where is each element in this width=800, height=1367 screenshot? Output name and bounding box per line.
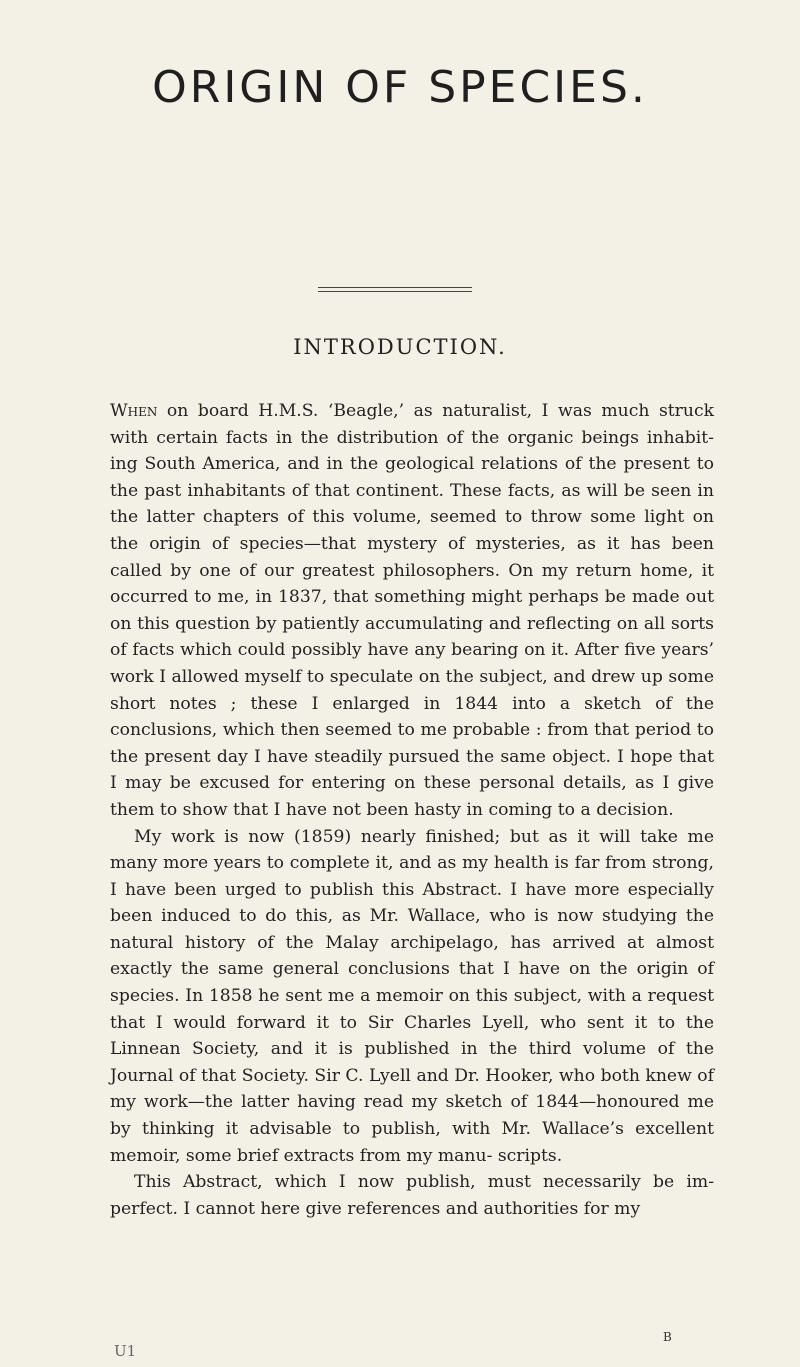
signature-mark: B	[663, 1330, 672, 1344]
paragraph-1-text: on board H.M.S. ‘Beagle,’ as naturalist, I was much struck with certain facts in the distribution of the organic beings inhabit- ing South America, and in the geological relations of the present to the past inhabitants of that continent. These facts, as will be seen in the latter chapters of this volume, seemed to throw some light on the origin of species—that mystery of mysteries, as it has been called by one of our greatest philosophers. On my return home, it occurred to me, in 1837, that something might perhaps be made out on this question by patiently accumulating and reflecting on all sorts of facts which could possibly have any bearing on it. After five years’ work I allowed myself to speculate on the subject, and drew up some short notes ; these I enlarged in 1844 into a sketch of the conclusions, which then seemed to me probable : from that period to the present day I have steadily pursued the same object. I hope that I may be excused for entering on these personal details, as I give them to show that I have not been hasty in coming to a decision.	[110, 401, 714, 820]
book-title: ORIGIN OF SPECIES.	[152, 62, 648, 113]
paragraph-1	[110, 398, 714, 824]
title-rule-upper	[318, 287, 472, 288]
paragraph-2: My work is now (1859) nearly finished; but as it will take me many more years to complete it, and as my health is far from strong, I have been urged to publish this Abstract. I have more especially been induced to do this, as Mr. Wallace, who is now studying the natural history of the Malay archipelago, has arrived at almost exactly the same general conclusions that I have on the origin of species. In 1858 he sent me a memoir on this subject, with a request that I would forward it to Sir Charles Lyell, who sent it to the Linnean Society, and it is published in the third volume of the Journal of that Society. Sir C. Lyell and Dr. Hooker, who both knew of my work—the latter having read my sketch of 1844—honoured me by thinking it advisable to publish, with Mr. Wallace’s excellent memoir, some brief extracts from my manu- scripts.	[110, 826, 714, 1166]
title-rule-lower	[318, 291, 472, 292]
paragraph-3: This Abstract, which I now publish, must necessarily be im- perfect. I cannot here give references and authorities for my	[110, 1172, 714, 1219]
section-heading: INTRODUCTION.	[293, 335, 507, 359]
page-mark-left: U1	[114, 1342, 137, 1360]
body-text	[110, 398, 714, 1222]
paragraph-1-lead: When	[110, 401, 158, 421]
